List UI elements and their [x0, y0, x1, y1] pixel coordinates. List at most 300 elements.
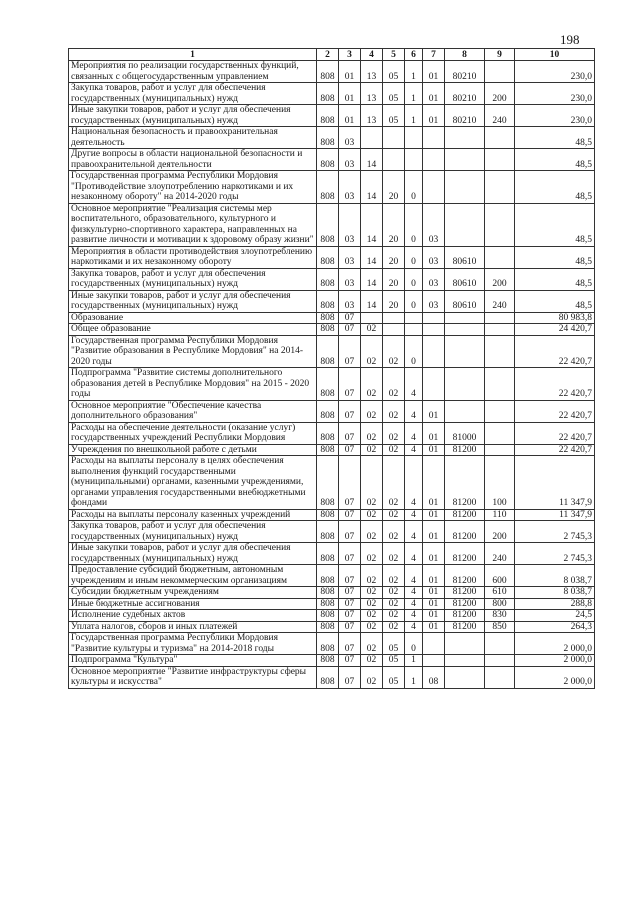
- code-cell-c3: 07: [339, 312, 361, 324]
- code-cell-c5: 05: [383, 61, 405, 83]
- code-cell-c5: 02: [383, 565, 405, 587]
- table-row: [69, 246, 595, 268]
- code-cell-c2: 808: [317, 268, 339, 290]
- code-cell-c5: 02: [383, 543, 405, 565]
- row-name-cell: Иные закупки товаров, работ и услуг для обеспечения государственных (муниципальных) нужд: [69, 290, 317, 312]
- code-cell-c6: 4: [405, 509, 423, 521]
- code-cell-c9: [485, 444, 515, 456]
- code-cell-c9: 830: [485, 610, 515, 622]
- code-cell-c3: 07: [339, 598, 361, 610]
- code-cell-c5: 02: [383, 335, 405, 368]
- code-cell-c2: 808: [317, 127, 339, 149]
- column-header: 1: [69, 49, 317, 61]
- code-cell-c6: [405, 127, 423, 149]
- row-name-cell: Закупка товаров, работ и услуг для обеспечения государственных (муниципальных) нужд: [69, 268, 317, 290]
- code-cell-c3: 07: [339, 587, 361, 599]
- code-cell-c3: 01: [339, 61, 361, 83]
- code-cell-c6: [405, 312, 423, 324]
- code-cell-c9: [485, 203, 515, 246]
- budget-table: [68, 48, 595, 689]
- code-cell-c3: 01: [339, 83, 361, 105]
- code-cell-c5: [383, 324, 405, 336]
- code-cell-c3: 07: [339, 621, 361, 633]
- table-row: [69, 422, 595, 444]
- code-cell-c2: 808: [317, 598, 339, 610]
- code-cell-c2: 808: [317, 666, 339, 688]
- code-cell-c9: [485, 127, 515, 149]
- code-cell-c4: 02: [361, 655, 383, 667]
- column-header: 2: [317, 49, 339, 61]
- code-cell-c6: 0: [405, 246, 423, 268]
- table-row: [69, 610, 595, 622]
- row-name-cell: Иные закупки товаров, работ и услуг для обеспечения государственных (муниципальных) нужд: [69, 105, 317, 127]
- code-cell-c7: [423, 149, 445, 171]
- code-cell-c5: 20: [383, 268, 405, 290]
- row-name-cell: Подпрограмма "Культура": [69, 655, 317, 667]
- code-cell-c8: 80610: [445, 246, 485, 268]
- table-row: [69, 368, 595, 401]
- code-cell-c8: [445, 633, 485, 655]
- code-cell-c6: 4: [405, 598, 423, 610]
- code-cell-c3: 07: [339, 521, 361, 543]
- code-cell-c3: 07: [339, 456, 361, 510]
- code-cell-c2: 808: [317, 444, 339, 456]
- code-cell-c9: 850: [485, 621, 515, 633]
- code-cell-c5: 05: [383, 105, 405, 127]
- code-cell-c9: 110: [485, 509, 515, 521]
- table-row: [69, 312, 595, 324]
- code-cell-c6: 1: [405, 61, 423, 83]
- code-cell-c6: 1: [405, 105, 423, 127]
- code-cell-c3: 07: [339, 666, 361, 688]
- code-cell-c9: [485, 666, 515, 688]
- amount-cell: 22 420,7: [515, 400, 595, 422]
- row-name-cell: Общее образование: [69, 324, 317, 336]
- table-row: [69, 633, 595, 655]
- code-cell-c9: [485, 149, 515, 171]
- amount-cell: 8 038,7: [515, 565, 595, 587]
- code-cell-c9: 240: [485, 290, 515, 312]
- code-cell-c8: 81200: [445, 587, 485, 599]
- code-cell-c9: [485, 246, 515, 268]
- code-cell-c7: [423, 368, 445, 401]
- table-row: [69, 655, 595, 667]
- code-cell-c9: 800: [485, 598, 515, 610]
- table-row: [69, 335, 595, 368]
- table-row: [69, 621, 595, 633]
- code-cell-c3: 03: [339, 268, 361, 290]
- code-cell-c7: 01: [423, 83, 445, 105]
- code-cell-c8: [445, 666, 485, 688]
- table-row: [69, 324, 595, 336]
- code-cell-c8: [445, 335, 485, 368]
- amount-cell: 48,5: [515, 268, 595, 290]
- code-cell-c6: 0: [405, 171, 423, 204]
- code-cell-c5: 02: [383, 521, 405, 543]
- code-cell-c2: 808: [317, 422, 339, 444]
- table-row: [69, 456, 595, 510]
- amount-cell: 48,5: [515, 171, 595, 204]
- code-cell-c2: 808: [317, 621, 339, 633]
- code-cell-c9: 100: [485, 456, 515, 510]
- code-cell-c2: 808: [317, 655, 339, 667]
- amount-cell: 22 420,7: [515, 335, 595, 368]
- code-cell-c5: 02: [383, 509, 405, 521]
- amount-cell: 2 000,0: [515, 633, 595, 655]
- code-cell-c8: 81200: [445, 456, 485, 510]
- code-cell-c7: 01: [423, 587, 445, 599]
- code-cell-c7: 03: [423, 203, 445, 246]
- code-cell-c7: 01: [423, 422, 445, 444]
- code-cell-c8: 81200: [445, 444, 485, 456]
- code-cell-c6: 4: [405, 587, 423, 599]
- row-name-cell: Государственная программа Республики Мордовия "Развитие образования в Республике Мордовия" на 2014-2020 годы: [69, 335, 317, 368]
- code-cell-c3: 07: [339, 444, 361, 456]
- code-cell-c4: 02: [361, 422, 383, 444]
- row-name-cell: Субсидии бюджетным учреждениям: [69, 587, 317, 599]
- row-name-cell: Государственная программа Республики Мордовия "Развитие культуры и туризма" на 2014-2018 годы: [69, 633, 317, 655]
- row-name-cell: Национальная безопасность и правоохранительная деятельность: [69, 127, 317, 149]
- code-cell-c4: 02: [361, 444, 383, 456]
- table-header-row: [69, 49, 595, 61]
- table-row: [69, 444, 595, 456]
- column-header: 9: [485, 49, 515, 61]
- code-cell-c3: 07: [339, 368, 361, 401]
- code-cell-c5: [383, 127, 405, 149]
- code-cell-c8: 81200: [445, 543, 485, 565]
- code-cell-c9: 240: [485, 543, 515, 565]
- code-cell-c6: 4: [405, 456, 423, 510]
- code-cell-c8: [445, 203, 485, 246]
- code-cell-c2: 808: [317, 61, 339, 83]
- code-cell-c5: 05: [383, 655, 405, 667]
- table-row: [69, 83, 595, 105]
- code-cell-c4: 02: [361, 335, 383, 368]
- code-cell-c6: 4: [405, 521, 423, 543]
- column-header: 8: [445, 49, 485, 61]
- code-cell-c6: 1: [405, 666, 423, 688]
- code-cell-c2: 808: [317, 456, 339, 510]
- table-row: [69, 149, 595, 171]
- code-cell-c4: 14: [361, 246, 383, 268]
- code-cell-c7: 01: [423, 509, 445, 521]
- table-row: [69, 127, 595, 149]
- code-cell-c8: 80210: [445, 83, 485, 105]
- code-cell-c9: [485, 400, 515, 422]
- code-cell-c7: 03: [423, 290, 445, 312]
- row-name-cell: Расходы на обеспечение деятельности (оказание услуг) государственных учреждений Республики Мордовия: [69, 422, 317, 444]
- code-cell-c7: [423, 127, 445, 149]
- code-cell-c2: 808: [317, 83, 339, 105]
- code-cell-c9: [485, 422, 515, 444]
- row-name-cell: Подпрограмма "Развитие системы дополнительного образования детей в Республике Мордовия" на 2015 - 2020 годы: [69, 368, 317, 401]
- row-name-cell: Расходы на выплаты персоналу в целях обеспечения выполнения функций государственными (муниципальными) органами, казенными учреждениями, органами управления государственными внебюджетными фондами: [69, 456, 317, 510]
- row-name-cell: Мероприятия в области противодействия злоупотреблению наркотиками и их незаконному обороту: [69, 246, 317, 268]
- code-cell-c4: 02: [361, 587, 383, 599]
- row-name-cell: Мероприятия по реализации государственных функций, связанных с общегосударственным управлением: [69, 61, 317, 83]
- code-cell-c9: [485, 633, 515, 655]
- amount-cell: 48,5: [515, 290, 595, 312]
- column-header: 6: [405, 49, 423, 61]
- code-cell-c2: 808: [317, 290, 339, 312]
- amount-cell: 2 745,3: [515, 543, 595, 565]
- table-row: [69, 509, 595, 521]
- table-row: [69, 587, 595, 599]
- code-cell-c2: 808: [317, 633, 339, 655]
- code-cell-c5: 20: [383, 246, 405, 268]
- code-cell-c6: 4: [405, 368, 423, 401]
- code-cell-c5: 20: [383, 171, 405, 204]
- code-cell-c7: [423, 312, 445, 324]
- row-name-cell: Государственная программа Республики Мордовия "Противодействие злоупотреблению наркотиками и их незаконному обороту" на 2014-2020 годы: [69, 171, 317, 204]
- table-body: [69, 61, 595, 689]
- amount-cell: 230,0: [515, 83, 595, 105]
- code-cell-c4: 14: [361, 290, 383, 312]
- code-cell-c5: 05: [383, 633, 405, 655]
- code-cell-c4: 02: [361, 324, 383, 336]
- amount-cell: 2 745,3: [515, 521, 595, 543]
- code-cell-c9: [485, 368, 515, 401]
- code-cell-c8: 81200: [445, 509, 485, 521]
- code-cell-c3: 01: [339, 105, 361, 127]
- code-cell-c3: 03: [339, 149, 361, 171]
- code-cell-c8: 81200: [445, 521, 485, 543]
- code-cell-c5: 02: [383, 444, 405, 456]
- code-cell-c2: 808: [317, 324, 339, 336]
- table-row: [69, 400, 595, 422]
- row-name-cell: Закупка товаров, работ и услуг для обеспечения государственных (муниципальных) нужд: [69, 83, 317, 105]
- code-cell-c8: [445, 312, 485, 324]
- table-row: [69, 598, 595, 610]
- code-cell-c2: 808: [317, 105, 339, 127]
- amount-cell: 48,5: [515, 149, 595, 171]
- code-cell-c8: 80210: [445, 105, 485, 127]
- amount-cell: 264,3: [515, 621, 595, 633]
- amount-cell: 80 983,8: [515, 312, 595, 324]
- code-cell-c9: [485, 335, 515, 368]
- row-name-cell: Образование: [69, 312, 317, 324]
- amount-cell: 2 000,0: [515, 666, 595, 688]
- code-cell-c9: [485, 171, 515, 204]
- column-header: 5: [383, 49, 405, 61]
- table-row: [69, 565, 595, 587]
- code-cell-c9: [485, 312, 515, 324]
- code-cell-c5: 02: [383, 621, 405, 633]
- column-header: 7: [423, 49, 445, 61]
- code-cell-c4: 02: [361, 633, 383, 655]
- code-cell-c4: 02: [361, 598, 383, 610]
- code-cell-c9: 240: [485, 105, 515, 127]
- table-row: [69, 666, 595, 688]
- code-cell-c2: 808: [317, 171, 339, 204]
- row-name-cell: Расходы на выплаты персоналу казенных учреждений: [69, 509, 317, 521]
- code-cell-c8: 80610: [445, 290, 485, 312]
- amount-cell: 48,5: [515, 246, 595, 268]
- code-cell-c3: 07: [339, 655, 361, 667]
- amount-cell: 288,8: [515, 598, 595, 610]
- code-cell-c2: 808: [317, 587, 339, 599]
- code-cell-c8: [445, 127, 485, 149]
- code-cell-c2: 808: [317, 521, 339, 543]
- code-cell-c6: [405, 149, 423, 171]
- code-cell-c4: 14: [361, 268, 383, 290]
- code-cell-c9: 600: [485, 565, 515, 587]
- code-cell-c7: 03: [423, 246, 445, 268]
- code-cell-c4: 02: [361, 368, 383, 401]
- code-cell-c8: 81200: [445, 565, 485, 587]
- code-cell-c7: 01: [423, 456, 445, 510]
- code-cell-c3: 07: [339, 422, 361, 444]
- code-cell-c7: 01: [423, 444, 445, 456]
- amount-cell: 230,0: [515, 61, 595, 83]
- code-cell-c5: 02: [383, 456, 405, 510]
- code-cell-c5: [383, 312, 405, 324]
- code-cell-c5: 20: [383, 290, 405, 312]
- code-cell-c9: 610: [485, 587, 515, 599]
- code-cell-c4: 02: [361, 610, 383, 622]
- code-cell-c7: 01: [423, 610, 445, 622]
- code-cell-c3: 07: [339, 543, 361, 565]
- row-name-cell: Учреждения по внешкольной работе с детьми: [69, 444, 317, 456]
- code-cell-c4: 13: [361, 105, 383, 127]
- code-cell-c3: 03: [339, 127, 361, 149]
- table-row: [69, 268, 595, 290]
- code-cell-c2: 808: [317, 543, 339, 565]
- amount-cell: 48,5: [515, 127, 595, 149]
- column-header: 3: [339, 49, 361, 61]
- amount-cell: 24,5: [515, 610, 595, 622]
- table-row: [69, 203, 595, 246]
- code-cell-c4: 13: [361, 61, 383, 83]
- code-cell-c7: 08: [423, 666, 445, 688]
- code-cell-c2: 808: [317, 246, 339, 268]
- code-cell-c4: 02: [361, 521, 383, 543]
- code-cell-c2: 808: [317, 149, 339, 171]
- table-row: [69, 61, 595, 83]
- code-cell-c2: 808: [317, 335, 339, 368]
- code-cell-c2: 808: [317, 565, 339, 587]
- code-cell-c4: 02: [361, 509, 383, 521]
- code-cell-c8: 81000: [445, 422, 485, 444]
- code-cell-c7: [423, 171, 445, 204]
- code-cell-c9: [485, 655, 515, 667]
- code-cell-c6: 0: [405, 633, 423, 655]
- amount-cell: 11 347,9: [515, 456, 595, 510]
- code-cell-c8: 80210: [445, 61, 485, 83]
- code-cell-c5: 20: [383, 203, 405, 246]
- code-cell-c7: 01: [423, 565, 445, 587]
- row-name-cell: Иные закупки товаров, работ и услуг для обеспечения государственных (муниципальных) нужд: [69, 543, 317, 565]
- code-cell-c7: 01: [423, 400, 445, 422]
- code-cell-c6: 0: [405, 203, 423, 246]
- table-row: [69, 290, 595, 312]
- code-cell-c4: 02: [361, 456, 383, 510]
- code-cell-c3: 07: [339, 610, 361, 622]
- code-cell-c3: 07: [339, 324, 361, 336]
- code-cell-c7: 01: [423, 621, 445, 633]
- row-name-cell: Предоставление субсидий бюджетным, автономным учреждениям и иным некоммерческим организациям: [69, 565, 317, 587]
- code-cell-c4: 02: [361, 666, 383, 688]
- amount-cell: 2 000,0: [515, 655, 595, 667]
- code-cell-c8: [445, 400, 485, 422]
- code-cell-c8: 81200: [445, 610, 485, 622]
- code-cell-c5: 02: [383, 368, 405, 401]
- code-cell-c8: 81200: [445, 621, 485, 633]
- code-cell-c7: 01: [423, 61, 445, 83]
- code-cell-c3: 03: [339, 290, 361, 312]
- code-cell-c7: 01: [423, 521, 445, 543]
- code-cell-c7: [423, 335, 445, 368]
- amount-cell: 22 420,7: [515, 422, 595, 444]
- amount-cell: 11 347,9: [515, 509, 595, 521]
- code-cell-c6: 4: [405, 610, 423, 622]
- code-cell-c6: 4: [405, 444, 423, 456]
- amount-cell: 24 420,7: [515, 324, 595, 336]
- row-name-cell: Основное мероприятие "Развитие инфраструктуры сферы культуры и искусства": [69, 666, 317, 688]
- code-cell-c3: 07: [339, 400, 361, 422]
- amount-cell: 22 420,7: [515, 368, 595, 401]
- amount-cell: 230,0: [515, 105, 595, 127]
- code-cell-c2: 808: [317, 203, 339, 246]
- code-cell-c2: 808: [317, 312, 339, 324]
- code-cell-c8: [445, 171, 485, 204]
- table-row: [69, 171, 595, 204]
- code-cell-c4: 02: [361, 543, 383, 565]
- code-cell-c3: 03: [339, 171, 361, 204]
- code-cell-c9: [485, 61, 515, 83]
- page-number: 198: [560, 32, 580, 47]
- code-cell-c3: 07: [339, 509, 361, 521]
- code-cell-c6: 4: [405, 543, 423, 565]
- code-cell-c7: [423, 324, 445, 336]
- code-cell-c7: 03: [423, 268, 445, 290]
- code-cell-c9: [485, 324, 515, 336]
- code-cell-c4: 02: [361, 565, 383, 587]
- code-cell-c8: [445, 368, 485, 401]
- code-cell-c4: 14: [361, 203, 383, 246]
- code-cell-c3: 07: [339, 335, 361, 368]
- code-cell-c5: 05: [383, 83, 405, 105]
- code-cell-c2: 808: [317, 509, 339, 521]
- code-cell-c6: 4: [405, 565, 423, 587]
- code-cell-c6: 1: [405, 83, 423, 105]
- code-cell-c6: 4: [405, 400, 423, 422]
- code-cell-c2: 808: [317, 400, 339, 422]
- code-cell-c7: [423, 633, 445, 655]
- code-cell-c8: [445, 149, 485, 171]
- code-cell-c6: [405, 324, 423, 336]
- code-cell-c5: 02: [383, 610, 405, 622]
- code-cell-c3: 03: [339, 246, 361, 268]
- row-name-cell: Иные бюджетные ассигнования: [69, 598, 317, 610]
- code-cell-c9: 200: [485, 83, 515, 105]
- column-header: 4: [361, 49, 383, 61]
- code-cell-c4: [361, 127, 383, 149]
- code-cell-c4: [361, 312, 383, 324]
- code-cell-c7: 01: [423, 543, 445, 565]
- amount-cell: 8 038,7: [515, 587, 595, 599]
- table-row: [69, 105, 595, 127]
- code-cell-c6: 0: [405, 335, 423, 368]
- code-cell-c8: 81200: [445, 598, 485, 610]
- row-name-cell: Закупка товаров, работ и услуг для обеспечения государственных (муниципальных) нужд: [69, 521, 317, 543]
- code-cell-c2: 808: [317, 368, 339, 401]
- row-name-cell: Другие вопросы в области национальной безопасности и правоохранительной деятельности: [69, 149, 317, 171]
- row-name-cell: Основное мероприятие "Реализация системы мер воспитательного, образовательного, культурного и физкультурно-спортивного характера, направленных на развитие личности и мотивации к здоровому образу жизни": [69, 203, 317, 246]
- amount-cell: 48,5: [515, 203, 595, 246]
- code-cell-c4: 02: [361, 400, 383, 422]
- code-cell-c9: 200: [485, 521, 515, 543]
